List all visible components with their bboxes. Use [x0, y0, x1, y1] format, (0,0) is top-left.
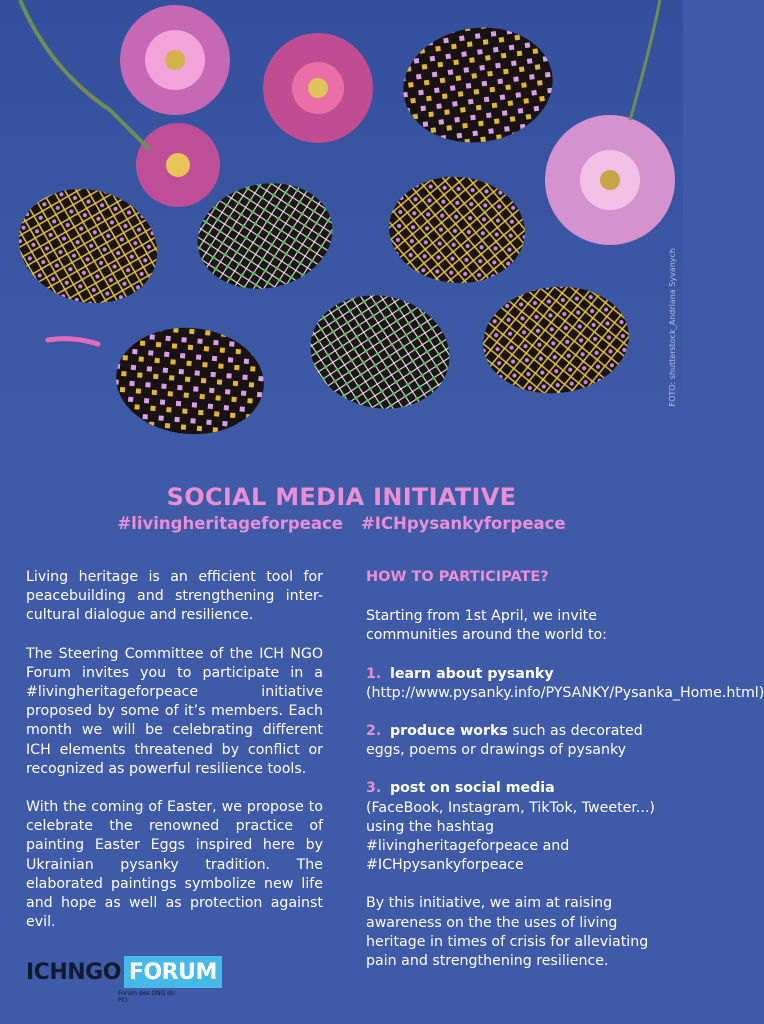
step-2: [366, 722, 656, 760]
logo-ichngo: ICHNGO: [26, 959, 121, 985]
step-number: 2.: [366, 723, 382, 740]
step-title: produce works: [390, 723, 508, 740]
flower-left: [136, 123, 220, 207]
step-title: learn about pysanky: [390, 665, 554, 682]
egg-7: [478, 280, 634, 401]
photo-credit: FOTO: shutterstock_Andriana Syvanych: [668, 248, 677, 407]
step-1: [366, 665, 764, 703]
step-number: 1.: [366, 665, 382, 682]
step-link[interactable]: (http://www.pysanky.info/PYSANKY/Pysanka_Home.html): [366, 684, 764, 701]
step-number: 3.: [366, 780, 382, 797]
hashtag-livingheritage: #livingheritageforpeace: [117, 514, 343, 533]
page-title: SOCIAL MEDIA INITIATIVE: [166, 483, 517, 511]
logo-forum: FORUM: [124, 956, 222, 988]
paragraph-intro: Living heritage is an efficient tool for peacebuilding and strengthening inter-cultural dialogue and resilience.: [26, 569, 323, 624]
step-text: such as decorated eggs, poems or drawings of pysanky: [366, 723, 643, 759]
logo-subtitle: Forum des ONG du PCI: [118, 990, 175, 1004]
ichngo-forum-logo: [26, 956, 217, 1004]
how-to-participate-heading: HOW TO PARTICIPATE?: [366, 569, 549, 585]
flower-right: [545, 115, 675, 245]
right-column: [366, 568, 764, 990]
egg-4: [385, 171, 530, 288]
closing-paragraph: By this initiative, we aim at raising awareness on the the uses of living heritage in times of crisis for alleviating pain and strengthening resilience.: [366, 895, 649, 970]
step-text: (FaceBook, Instagram, TikTok, Tweeter...) using the hashtag #livingheritageforpeace and #ICHpysankyforpeace: [366, 799, 655, 874]
easter-eggs-photo: [0, 0, 683, 470]
step-title: post on social media: [390, 780, 555, 797]
egg-1: [396, 18, 560, 152]
paragraph-easter: With the coming of Easter, we propose to celebrate the renowned practice of painting Easter Eggs inspired here by Ukrainian pysanky tradition. The elaborated paintings symbolize new life and hope as well as protection against evil.: [26, 799, 323, 931]
participate-intro: Starting from 1st April, we invite communities around the world to:: [366, 608, 607, 644]
egg-6: [300, 283, 460, 422]
flower-top-center: [263, 33, 373, 143]
flower-top-left: [120, 5, 230, 115]
step-3: [366, 779, 656, 875]
hashtag-line: [0, 514, 683, 533]
hashtag-pysanky: #ICHpysankyforpeace: [360, 514, 566, 533]
egg-2: [6, 174, 170, 318]
left-column: [26, 568, 323, 951]
paragraph-committee: The Steering Committee of the ICH NGO Forum invites you to participate in a #livingheritageforpeace initiative proposed by some of it’s members. Each month we will be celebrating different ICH elements threatened by conflict or recognized as powerful resilience tools.: [26, 645, 323, 777]
egg-5: [112, 322, 269, 440]
eggs-illustration: [0, 0, 683, 470]
